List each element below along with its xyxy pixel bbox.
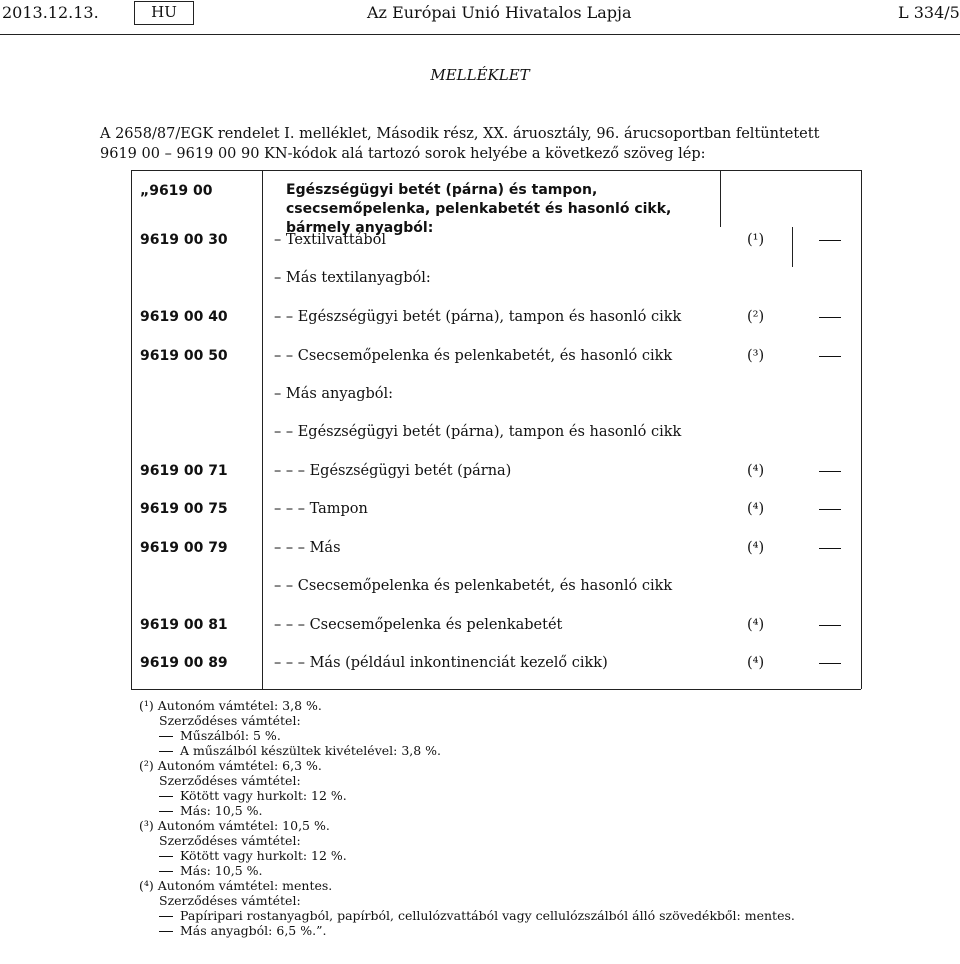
row-desc: – – – Más: [274, 540, 341, 556]
footnote-item-text: Más anyagból: 6,5 %.”.: [180, 923, 327, 938]
footnote-item-text: Műszálból: 5 %.: [180, 728, 281, 743]
footnote-item-text: Papíripari rostanyagból, papírból, cellulózvattából vagy cellulózszálból álló szövedékből: mentes.: [180, 908, 795, 923]
footnote-subheading: Szerződéses vámtétel:: [159, 833, 301, 848]
rate-dash: [819, 625, 841, 626]
dash-mark: [159, 811, 173, 812]
head-code: „9619 00: [140, 183, 213, 199]
tariff-table: [131, 170, 862, 689]
rate-dash: [819, 548, 841, 549]
footnote-dash-item: [139, 743, 859, 758]
row-note: (⁴): [747, 501, 765, 517]
footnote-item-text: Más: 10,5 %.: [180, 803, 263, 818]
rate-dash: [819, 240, 841, 241]
rate-dash: [819, 509, 841, 510]
dash-mark: [159, 916, 173, 917]
footnote-item-text: Kötött vagy hurkolt: 12 %.: [180, 848, 347, 863]
row-desc: – Más textilanyagból:: [274, 270, 431, 286]
header-rule: [0, 34, 960, 35]
column-divider-code: [262, 170, 263, 689]
footnote-subheading: Szerződéses vámtétel:: [159, 713, 301, 728]
table-border-top: [131, 170, 861, 171]
dash-mark: [159, 871, 173, 872]
row-note: (¹): [747, 232, 765, 248]
footnote-number-line: (³) Autonóm vámtétel: 10,5 %.: [139, 818, 330, 833]
row-desc: – – – Tampon: [274, 501, 368, 517]
page-number: L 334/5: [898, 3, 960, 22]
language-badge: HU: [134, 1, 194, 25]
row-note: (⁴): [747, 463, 765, 479]
footnote-subheading: Szerződéses vámtétel:: [159, 773, 301, 788]
footnote-number-line: (²) Autonóm vámtétel: 6,3 %.: [139, 758, 322, 773]
dash-mark: [159, 751, 173, 752]
footnote-dash-item: [139, 863, 859, 878]
row-desc: – – – Más (például inkontinenciát kezelő cikk): [274, 655, 608, 671]
row-code: 9619 00 81: [140, 617, 228, 633]
page-header: [0, 2, 960, 28]
footnote-number-line: (⁴) Autonóm vámtétel: mentes.: [139, 878, 333, 893]
dash-mark: [159, 931, 173, 932]
footnote-subheading: Szerződéses vámtétel:: [159, 893, 301, 908]
footnote-dash-item: [139, 923, 859, 938]
table-border-bottom: [131, 689, 861, 690]
rate-dash: [819, 663, 841, 664]
row-code: 9619 00 50: [140, 348, 228, 364]
row-desc: – – Egészségügyi betét (párna), tampon és hasonló cikk: [274, 309, 682, 325]
row-code: 9619 00 30: [140, 232, 228, 248]
row-note: (⁴): [747, 617, 765, 633]
rate-dash: [819, 471, 841, 472]
table-border-left: [131, 170, 132, 689]
footnote-dash-item: [139, 728, 859, 743]
row-desc: – Más anyagból:: [274, 386, 394, 402]
row-code: 9619 00 75: [140, 501, 228, 517]
dash-mark: [159, 856, 173, 857]
rate-dash: [819, 317, 841, 318]
row-code: 9619 00 89: [140, 655, 228, 671]
annex-title: MELLÉKLET: [430, 66, 530, 84]
row-note: (⁴): [747, 655, 765, 671]
footnotes: [139, 698, 859, 938]
row-desc: – – – Egészségügyi betét (párna): [274, 463, 512, 479]
row-desc: – Textilvattából: [274, 232, 387, 248]
table-border-right: [861, 170, 862, 689]
row-code: 9619 00 71: [140, 463, 228, 479]
column-divider-head: [720, 170, 721, 227]
head-description: Egészségügyi betét (párna) és tampon, csecsemőpelenka, pelenkabetét és hasonló cikk, bármely anyagból:: [286, 182, 672, 236]
journal-title: Az Európai Unió Hivatalos Lapja: [367, 3, 632, 22]
intro-paragraph: A 2658/87/EGK rendelet I. melléklet, Második rész, XX. áruosztály, 96. árucsoportban feltüntetett 9619 00 – 9619 00 90 KN-kódok alá tartozó sorok helyébe a következő szöveg lép:: [100, 126, 820, 162]
row-desc: – – Egészségügyi betét (párna), tampon és hasonló cikk: [274, 424, 682, 440]
row-code: 9619 00 40: [140, 309, 228, 325]
footnote-item-text: Más: 10,5 %.: [180, 863, 263, 878]
footnote-dash-item: [139, 848, 859, 863]
row-note: (⁴): [747, 540, 765, 556]
row-note: (³): [747, 348, 765, 364]
row-desc: – – Csecsemőpelenka és pelenkabetét, és hasonló cikk: [274, 348, 673, 364]
row-code: 9619 00 79: [140, 540, 228, 556]
footnote-item-text: A műszálból készültek kivételével: 3,8 %.: [180, 743, 442, 758]
footnote-item-text: Kötött vagy hurkolt: 12 %.: [180, 788, 347, 803]
dash-mark: [159, 796, 173, 797]
column-divider-rate-top: [792, 227, 793, 267]
row-desc: – – – Csecsemőpelenka és pelenkabetét: [274, 617, 563, 633]
footnote-dash-item: [139, 788, 859, 803]
row-desc: – – Csecsemőpelenka és pelenkabetét, és hasonló cikk: [274, 578, 673, 594]
footnote-number-line: (¹) Autonóm vámtétel: 3,8 %.: [139, 698, 322, 713]
row-note: (²): [747, 309, 765, 325]
footnote-dash-item: [139, 908, 859, 923]
footnote-dash-item: [139, 803, 859, 818]
dash-mark: [159, 736, 173, 737]
rate-dash: [819, 356, 841, 357]
header-date: 2013.12.13.: [2, 3, 99, 22]
